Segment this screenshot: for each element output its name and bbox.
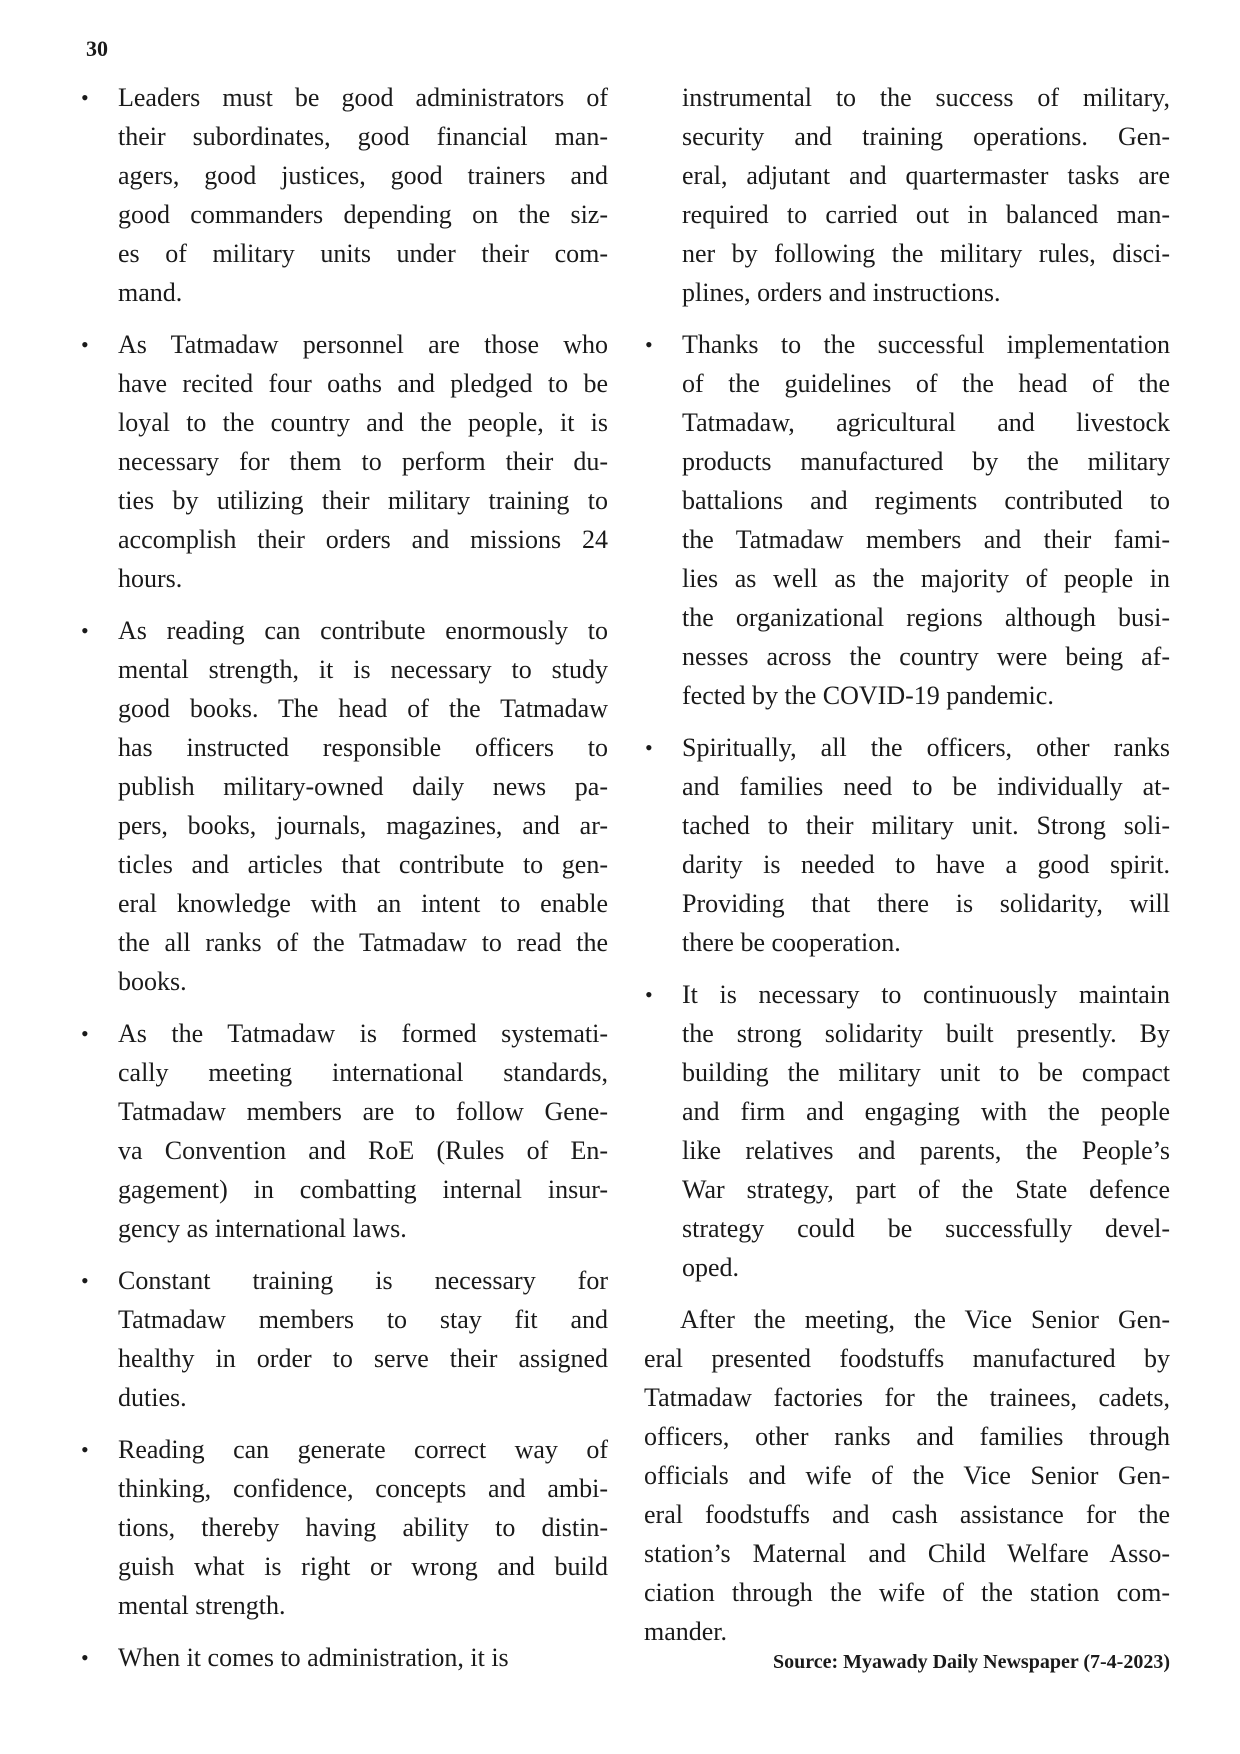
text-line: Tatmadaw members to stay fit and xyxy=(118,1305,608,1334)
text-line: products manufactured by the military xyxy=(682,447,1170,476)
bullet-item xyxy=(80,1430,608,1625)
text-line: Thanks to the successful implementation xyxy=(682,330,1170,359)
text-line: After the meeting, the Vice Senior Gen- xyxy=(680,1305,1170,1334)
text-line: mander. xyxy=(644,1617,728,1646)
bullet-item xyxy=(80,1261,608,1417)
text-line: eral presented foodstuffs manufactured by xyxy=(644,1344,1170,1373)
text-line: Spiritually, all the officers, other ranks xyxy=(682,733,1170,762)
text-line: officers, other ranks and families through xyxy=(644,1422,1170,1451)
bullet-item xyxy=(80,1638,608,1677)
text-line: have recited four oaths and pledged to be xyxy=(118,369,608,398)
text-line: Tatmadaw, agricultural and livestock xyxy=(682,408,1170,437)
bullet-icon: • xyxy=(81,618,89,643)
bullet-continuation xyxy=(644,78,1170,312)
text-line: mental strength, it is necessary to study xyxy=(118,655,608,684)
text-line: and families need to be individually at- xyxy=(682,772,1170,801)
bullet-icon: • xyxy=(81,1021,89,1046)
text-line: duties. xyxy=(118,1383,187,1412)
text-line: required to carried out in balanced man- xyxy=(682,200,1170,229)
text-line: officials and wife of the Vice Senior Gen- xyxy=(644,1461,1170,1490)
bullet-item xyxy=(644,975,1170,1287)
text-line: darity is needed to have a good spirit. xyxy=(682,850,1170,879)
text-line: nesses across the country were being af- xyxy=(682,642,1170,671)
text-line: Leaders must be good administrators of xyxy=(118,83,608,112)
text-line: good books. The head of the Tatmadaw xyxy=(118,694,608,723)
bullet-icon: • xyxy=(81,85,89,110)
text-line: there be cooperation. xyxy=(682,928,901,957)
text-line: the all ranks of the Tatmadaw to read the xyxy=(118,928,608,957)
text-line: station’s Maternal and Child Welfare Asso- xyxy=(644,1539,1170,1568)
text-line: pers, books, journals, magazines, and ar- xyxy=(118,811,608,840)
text-line: ties by utilizing their military training to xyxy=(118,486,608,515)
text-line: lies as well as the majority of people in xyxy=(682,564,1170,593)
text-line: building the military unit to be compact xyxy=(682,1058,1170,1087)
bullet-icon: • xyxy=(81,332,89,357)
text-line: cally meeting international standards, xyxy=(118,1058,608,1087)
text-line: Tatmadaw factories for the trainees, cadets, xyxy=(644,1383,1170,1412)
text-line: mental strength. xyxy=(118,1591,286,1620)
text-line: guish what is right or wrong and build xyxy=(118,1552,608,1581)
text-line: mand. xyxy=(118,278,183,307)
text-line: eral knowledge with an intent to enable xyxy=(118,889,608,918)
text-line: tions, thereby having ability to distin- xyxy=(118,1513,608,1542)
text-line: books. xyxy=(118,967,187,996)
bullet-icon: • xyxy=(645,735,653,760)
text-line: the strong solidarity built presently. By xyxy=(682,1019,1170,1048)
text-line: tached to their military unit. Strong soli- xyxy=(682,811,1170,840)
text-line: War strategy, part of the State defence xyxy=(682,1175,1170,1204)
text-line: It is necessary to continuously maintain xyxy=(682,980,1170,1009)
text-line: battalions and regiments contributed to xyxy=(682,486,1170,515)
text-line: the organizational regions although busi- xyxy=(682,603,1170,632)
text-line: necessary for them to perform their du- xyxy=(118,447,608,476)
text-line: like relatives and parents, the People’s xyxy=(682,1136,1170,1165)
text-line: oped. xyxy=(682,1253,740,1282)
text-line: plines, orders and instructions. xyxy=(682,278,1001,307)
text-line: Constant training is necessary for xyxy=(118,1266,608,1295)
text-line: good commanders depending on the siz- xyxy=(118,200,608,229)
text-line: thinking, confidence, concepts and ambi- xyxy=(118,1474,608,1503)
bullet-item xyxy=(80,325,608,598)
text-line: gagement) in combatting internal insur- xyxy=(118,1175,608,1204)
text-line: gency as international laws. xyxy=(118,1214,407,1243)
page-number: 30 xyxy=(86,36,108,61)
text-line: publish military-owned daily news pa- xyxy=(118,772,608,801)
body-paragraph xyxy=(644,1300,1170,1651)
bullet-item xyxy=(644,728,1170,962)
bullet-icon: • xyxy=(645,332,653,357)
left-column xyxy=(80,78,608,1690)
text-line: ticles and articles that contribute to gen- xyxy=(118,850,608,879)
text-line: es of military units under their com- xyxy=(118,239,608,268)
text-line: eral foodstuffs and cash assistance for the xyxy=(644,1500,1170,1529)
text-line: and firm and engaging with the people xyxy=(682,1097,1170,1126)
text-line: security and training operations. Gen- xyxy=(682,122,1170,151)
text-line: eral, adjutant and quartermaster tasks are xyxy=(682,161,1170,190)
bullet-icon: • xyxy=(645,982,653,1007)
text-line: hours. xyxy=(118,564,183,593)
text-line: fected by the COVID-19 pandemic. xyxy=(682,681,1054,710)
text-line: As Tatmadaw personnel are those who xyxy=(118,330,608,359)
bullet-icon: • xyxy=(81,1645,89,1670)
text-line: of the guidelines of the head of the xyxy=(682,369,1170,398)
text-line: healthy in order to serve their assigned xyxy=(118,1344,608,1373)
text-line: instrumental to the success of military, xyxy=(682,83,1170,112)
bullet-item xyxy=(80,611,608,1001)
text-line: accomplish their orders and missions 24 xyxy=(118,525,608,554)
text-line: As reading can contribute enormously to xyxy=(118,616,608,645)
text-line: their subordinates, good financial man- xyxy=(118,122,608,151)
source-citation: Source: Myawady Daily Newspaper (7-4-2023) xyxy=(772,1651,1170,1673)
bullet-item xyxy=(80,78,608,312)
text-line: ciation through the wife of the station com- xyxy=(644,1578,1170,1607)
text-line: va Convention and RoE (Rules of En- xyxy=(118,1136,608,1165)
bullet-icon: • xyxy=(81,1437,89,1462)
text-line: agers, good justices, good trainers and xyxy=(118,161,608,190)
text-line: strategy could be successfully devel- xyxy=(682,1214,1170,1243)
bullet-item xyxy=(80,1014,608,1248)
text-line: Tatmadaw members are to follow Gene- xyxy=(118,1097,608,1126)
text-line: loyal to the country and the people, it is xyxy=(118,408,608,437)
text-line: Providing that there is solidarity, will xyxy=(682,889,1170,918)
text-line: As the Tatmadaw is formed systemati- xyxy=(118,1019,608,1048)
bullet-item xyxy=(644,325,1170,715)
text-line: ner by following the military rules, disci- xyxy=(682,239,1170,268)
text-line: the Tatmadaw members and their fami- xyxy=(682,525,1170,554)
right-column xyxy=(644,78,1170,1651)
text-line: has instructed responsible officers to xyxy=(118,733,608,762)
text-line: Reading can generate correct way of xyxy=(118,1435,608,1464)
text-line: When it comes to administration, it is xyxy=(118,1643,509,1672)
bullet-icon: • xyxy=(81,1268,89,1293)
